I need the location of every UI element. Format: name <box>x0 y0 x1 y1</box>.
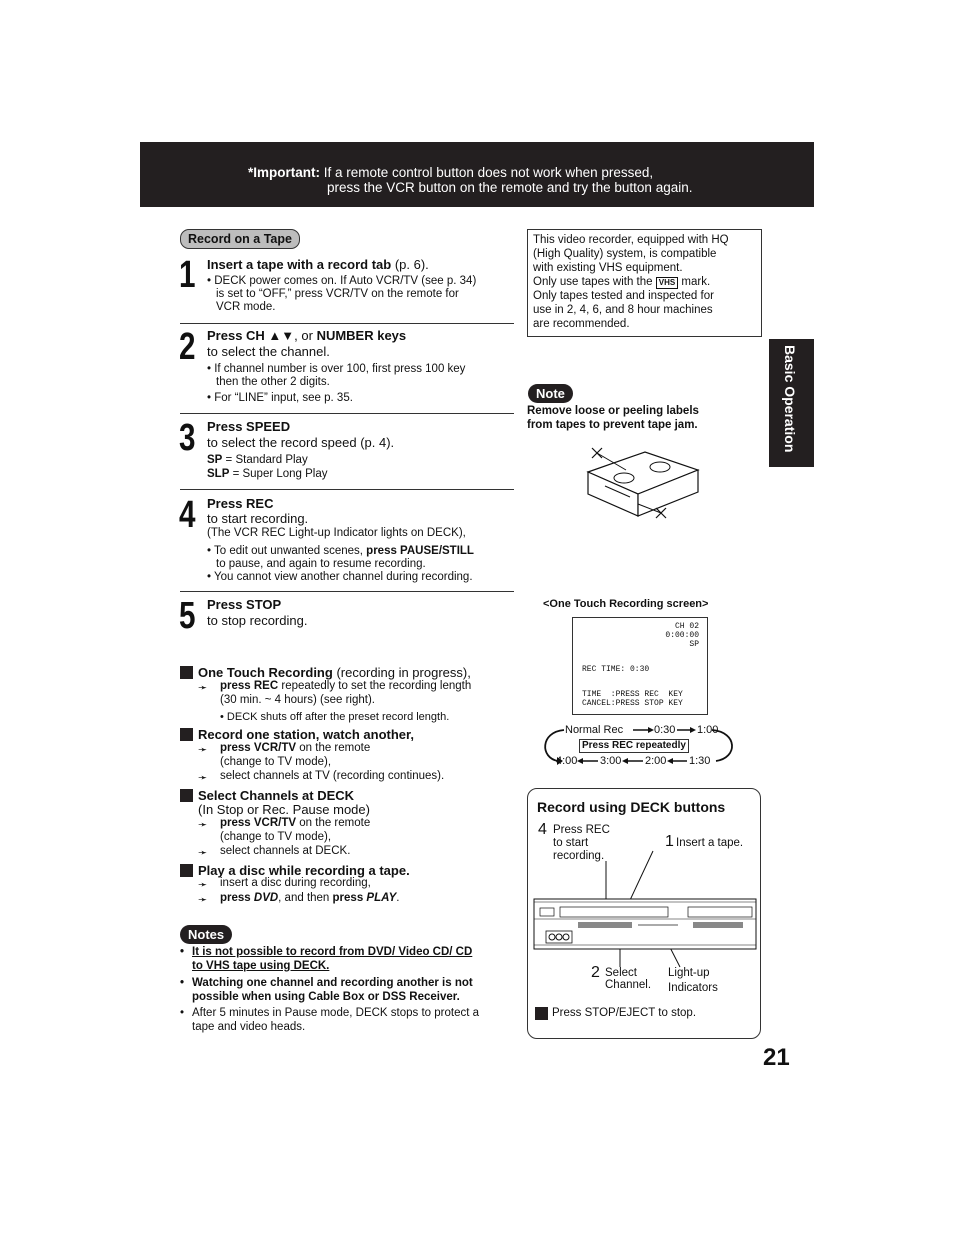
step-4-b2: • You cannot view another channel during recording. <box>207 571 473 583</box>
otr-a4-p3: , and then <box>278 892 333 904</box>
sp-text: = Standard Play <box>222 454 308 466</box>
hq-line3: with existing VHS equipment. <box>533 262 683 274</box>
note-2-line2: possible when using Cable Box or DSS Receiver. <box>192 991 460 1003</box>
otr-screen-rec-time: REC TIME: 0:30 <box>582 665 650 674</box>
deck-step1: Insert a tape. <box>676 837 744 849</box>
note-line2: from tapes to prevent tape jam. <box>527 419 698 431</box>
step-5-sub: to stop recording. <box>207 613 308 628</box>
cycle-100: 1:00 <box>697 724 719 736</box>
hq-line8: are recommended. <box>533 318 630 330</box>
arrow-icon: ➛ <box>198 682 208 694</box>
step-4-b1a: • To edit out unwanted scenes, <box>207 545 367 557</box>
deck-light2: Indicators <box>668 982 718 994</box>
otr-screen-time: 0:00:00 <box>665 631 699 640</box>
deck-light1: Light-up <box>668 967 710 979</box>
slp-text: = Super Long Play <box>229 468 328 480</box>
page-number: 21 <box>763 1044 790 1071</box>
step-2-line2: then the other 2 digits. <box>216 376 330 388</box>
deck-stop: Press STOP/EJECT to stop. <box>552 1007 697 1019</box>
cycle-030: 0:30 <box>654 724 676 736</box>
step-5-number: 5 <box>179 595 196 637</box>
step-1-heading: Insert a tape with a record tab <box>207 257 392 272</box>
otr-screen-caption: <One Touch Recording screen> <box>543 598 709 610</box>
important-label: *Important: <box>248 165 320 180</box>
step-5-heading: Press STOP <box>207 597 282 612</box>
otr-a3-last: select channels at DECK. <box>220 845 351 857</box>
important-line1: If a remote control button does not work when pressed, <box>320 165 654 180</box>
square-bullet-icon <box>180 666 193 679</box>
otr-screen-line2: CANCEL:PRESS STOP KEY <box>582 699 683 708</box>
step-4-heading: Press REC <box>207 496 274 511</box>
otr-a3-text: on the remote <box>296 817 371 829</box>
note-1-line1: It is not possible to record from DVD/ Video CD/ CD <box>192 946 473 958</box>
select-channels-sub: (In Stop or Rec. Pause mode) <box>198 802 370 817</box>
otr-a2-bold: press VCR/TV <box>220 742 297 754</box>
arrow-icon: ➛ <box>198 744 208 756</box>
important-line2: press the VCR button on the remote and try the button again. <box>327 180 693 195</box>
otr-a2-cont: (change to TV mode), <box>220 756 332 768</box>
note-pill: Note <box>528 384 573 403</box>
step-3-heading: Press SPEED <box>207 419 291 434</box>
otr-a4-play: PLAY <box>366 892 397 904</box>
arrow-icon: ➛ <box>198 772 208 784</box>
otr-a1-bold: press REC <box>220 680 279 692</box>
otr-screen-ch: CH 02 <box>674 622 699 631</box>
otr-heading-tail: (recording in progress), <box>332 665 471 680</box>
step-1-line3: VCR mode. <box>216 301 276 313</box>
step-2-sub: to select the channel. <box>207 344 330 359</box>
otr-a4-p6: . <box>396 892 400 904</box>
note-3-line2: tape and video heads. <box>192 1021 306 1033</box>
arrow-icon: ➛ <box>198 894 208 906</box>
hq-line2: (High Quality) system, is compatible <box>533 248 717 260</box>
cycle-200: 2:00 <box>645 755 667 767</box>
step-4-sub: to start recording. <box>207 511 309 526</box>
step-4-b1b: press PAUSE/STILL <box>366 545 474 557</box>
bullet-icon: • <box>180 977 185 989</box>
deck-title: Record using DECK buttons <box>537 799 726 815</box>
arrow-icon: ➛ <box>198 879 208 891</box>
otr-a4-p4: press <box>332 892 367 904</box>
step-1-line2: is set to “OFF,” press VCR/TV on the remote for <box>216 288 459 300</box>
deck-step1-num: 1 <box>665 833 674 850</box>
step-4-b1c: to pause, and again to resume recording. <box>216 558 426 570</box>
slp-label: SLP <box>207 468 230 480</box>
deck-step4-num: 4 <box>538 821 547 838</box>
deck-step2-num: 2 <box>591 964 600 981</box>
step-4-number: 4 <box>179 494 196 536</box>
step-3-number: 3 <box>179 417 196 459</box>
vhs-logo: VHS <box>656 277 678 289</box>
select-channels-heading: Select Channels at DECK <box>198 788 355 803</box>
otr-a2-last: select channels at TV (recording continues). <box>220 770 445 782</box>
step-2-line3: • For “LINE” input, see p. 35. <box>207 392 353 404</box>
cycle-label: Press REC repeatedly <box>579 739 689 753</box>
deck-step4-c: recording. <box>553 850 605 862</box>
step-2-heading: Press CH <box>207 328 265 343</box>
deck-buttons-panel <box>527 788 761 1039</box>
notes-pill: Notes <box>180 925 232 944</box>
record-watch-heading: Record one station, watch another, <box>198 727 414 742</box>
otr-a1-note: • DECK shuts off after the preset record length. <box>220 711 450 723</box>
otr-screen <box>572 617 708 715</box>
otr-screen-line1: TIME :PRESS REC KEY <box>582 690 683 699</box>
deck-step2-b: Channel. <box>605 979 652 991</box>
step-1-heading-tail: (p. 6). <box>391 257 429 272</box>
hq-line7: use in 2, 4, 6, and 8 hour machines <box>533 304 713 316</box>
otr-a4-dvd: DVD <box>253 892 279 904</box>
bullet-icon: • <box>180 946 185 958</box>
otr-a4-p1: press <box>220 892 254 904</box>
deck-step4-b: to start <box>553 837 589 849</box>
square-bullet-icon <box>180 728 193 741</box>
otr-a3-cont: (change to TV mode), <box>220 831 332 843</box>
side-tab <box>769 339 814 467</box>
cycle-normal: Normal Rec <box>565 724 624 736</box>
step-1-line1: • DECK power comes on. If Auto VCR/TV (see p. 34) <box>207 275 477 287</box>
vhs-cassette-illustration <box>580 440 705 522</box>
hq-line6: Only tapes tested and inspected for <box>533 290 714 302</box>
step-2-line1: • If channel number is over 100, first press 100 key <box>207 363 466 375</box>
sp-label: SP <box>207 454 223 466</box>
cycle-130: 1:30 <box>689 755 711 767</box>
step-2-heading-bold2: NUMBER keys <box>316 328 407 343</box>
important-banner <box>140 142 814 207</box>
step-2-heading-mid: ▲▼, or <box>264 328 317 343</box>
arrow-icon: ➛ <box>198 819 208 831</box>
otr-a3-bold: press VCR/TV <box>220 817 297 829</box>
note-1-line2: to VHS tape using DECK. <box>192 960 330 972</box>
note-2-line1: Watching one channel and recording another is not <box>192 977 473 989</box>
bullet-icon: • <box>180 1007 185 1019</box>
hq-line1: This video recorder, equipped with HQ <box>533 234 729 246</box>
section-pill: Record on a Tape <box>180 229 300 249</box>
hq-line5: mark. <box>681 276 711 288</box>
divider <box>180 489 514 490</box>
otr-screen-speed: SP <box>689 640 699 649</box>
step-4-paren: (The VCR REC Light-up Indicator lights on DECK), <box>207 527 466 539</box>
divider <box>180 413 514 414</box>
otr-a1-text: repeatedly to set the recording length <box>278 680 472 692</box>
deck-step2-a: Select <box>605 967 637 979</box>
step-3-sub: to select the record speed (p. 4). <box>207 435 395 450</box>
hq-info-box <box>527 229 762 337</box>
note-line1: Remove loose or peeling labels <box>527 405 699 417</box>
divider <box>180 323 514 324</box>
square-bullet-icon <box>180 864 193 877</box>
hq-line4: Only use tapes with the <box>533 276 653 288</box>
side-tab-label: Basic Operation <box>782 345 798 453</box>
divider <box>180 591 514 592</box>
cycle-300: 3:00 <box>600 755 622 767</box>
note-3-line1: After 5 minutes in Pause mode, DECK stops to protect a <box>192 1007 480 1019</box>
step-1-number: 1 <box>179 254 196 296</box>
deck-step4-a: Press REC <box>553 824 610 836</box>
otr-heading: One Touch Recording <box>198 665 333 680</box>
cycle-400: 4:00 <box>556 755 578 767</box>
otr-a1-cont: (30 min. ~ 4 hours) (see right). <box>220 694 375 706</box>
play-disc-heading: Play a disc while recording a tape. <box>198 863 410 878</box>
arrow-icon: ➛ <box>198 847 208 859</box>
otr-a2-text: on the remote <box>296 742 371 754</box>
step-2-number: 2 <box>179 326 196 368</box>
deck-front-panel-illustration <box>528 789 760 1038</box>
square-bullet-icon <box>180 789 193 802</box>
otr-a4-first: insert a disc during recording, <box>220 877 371 889</box>
